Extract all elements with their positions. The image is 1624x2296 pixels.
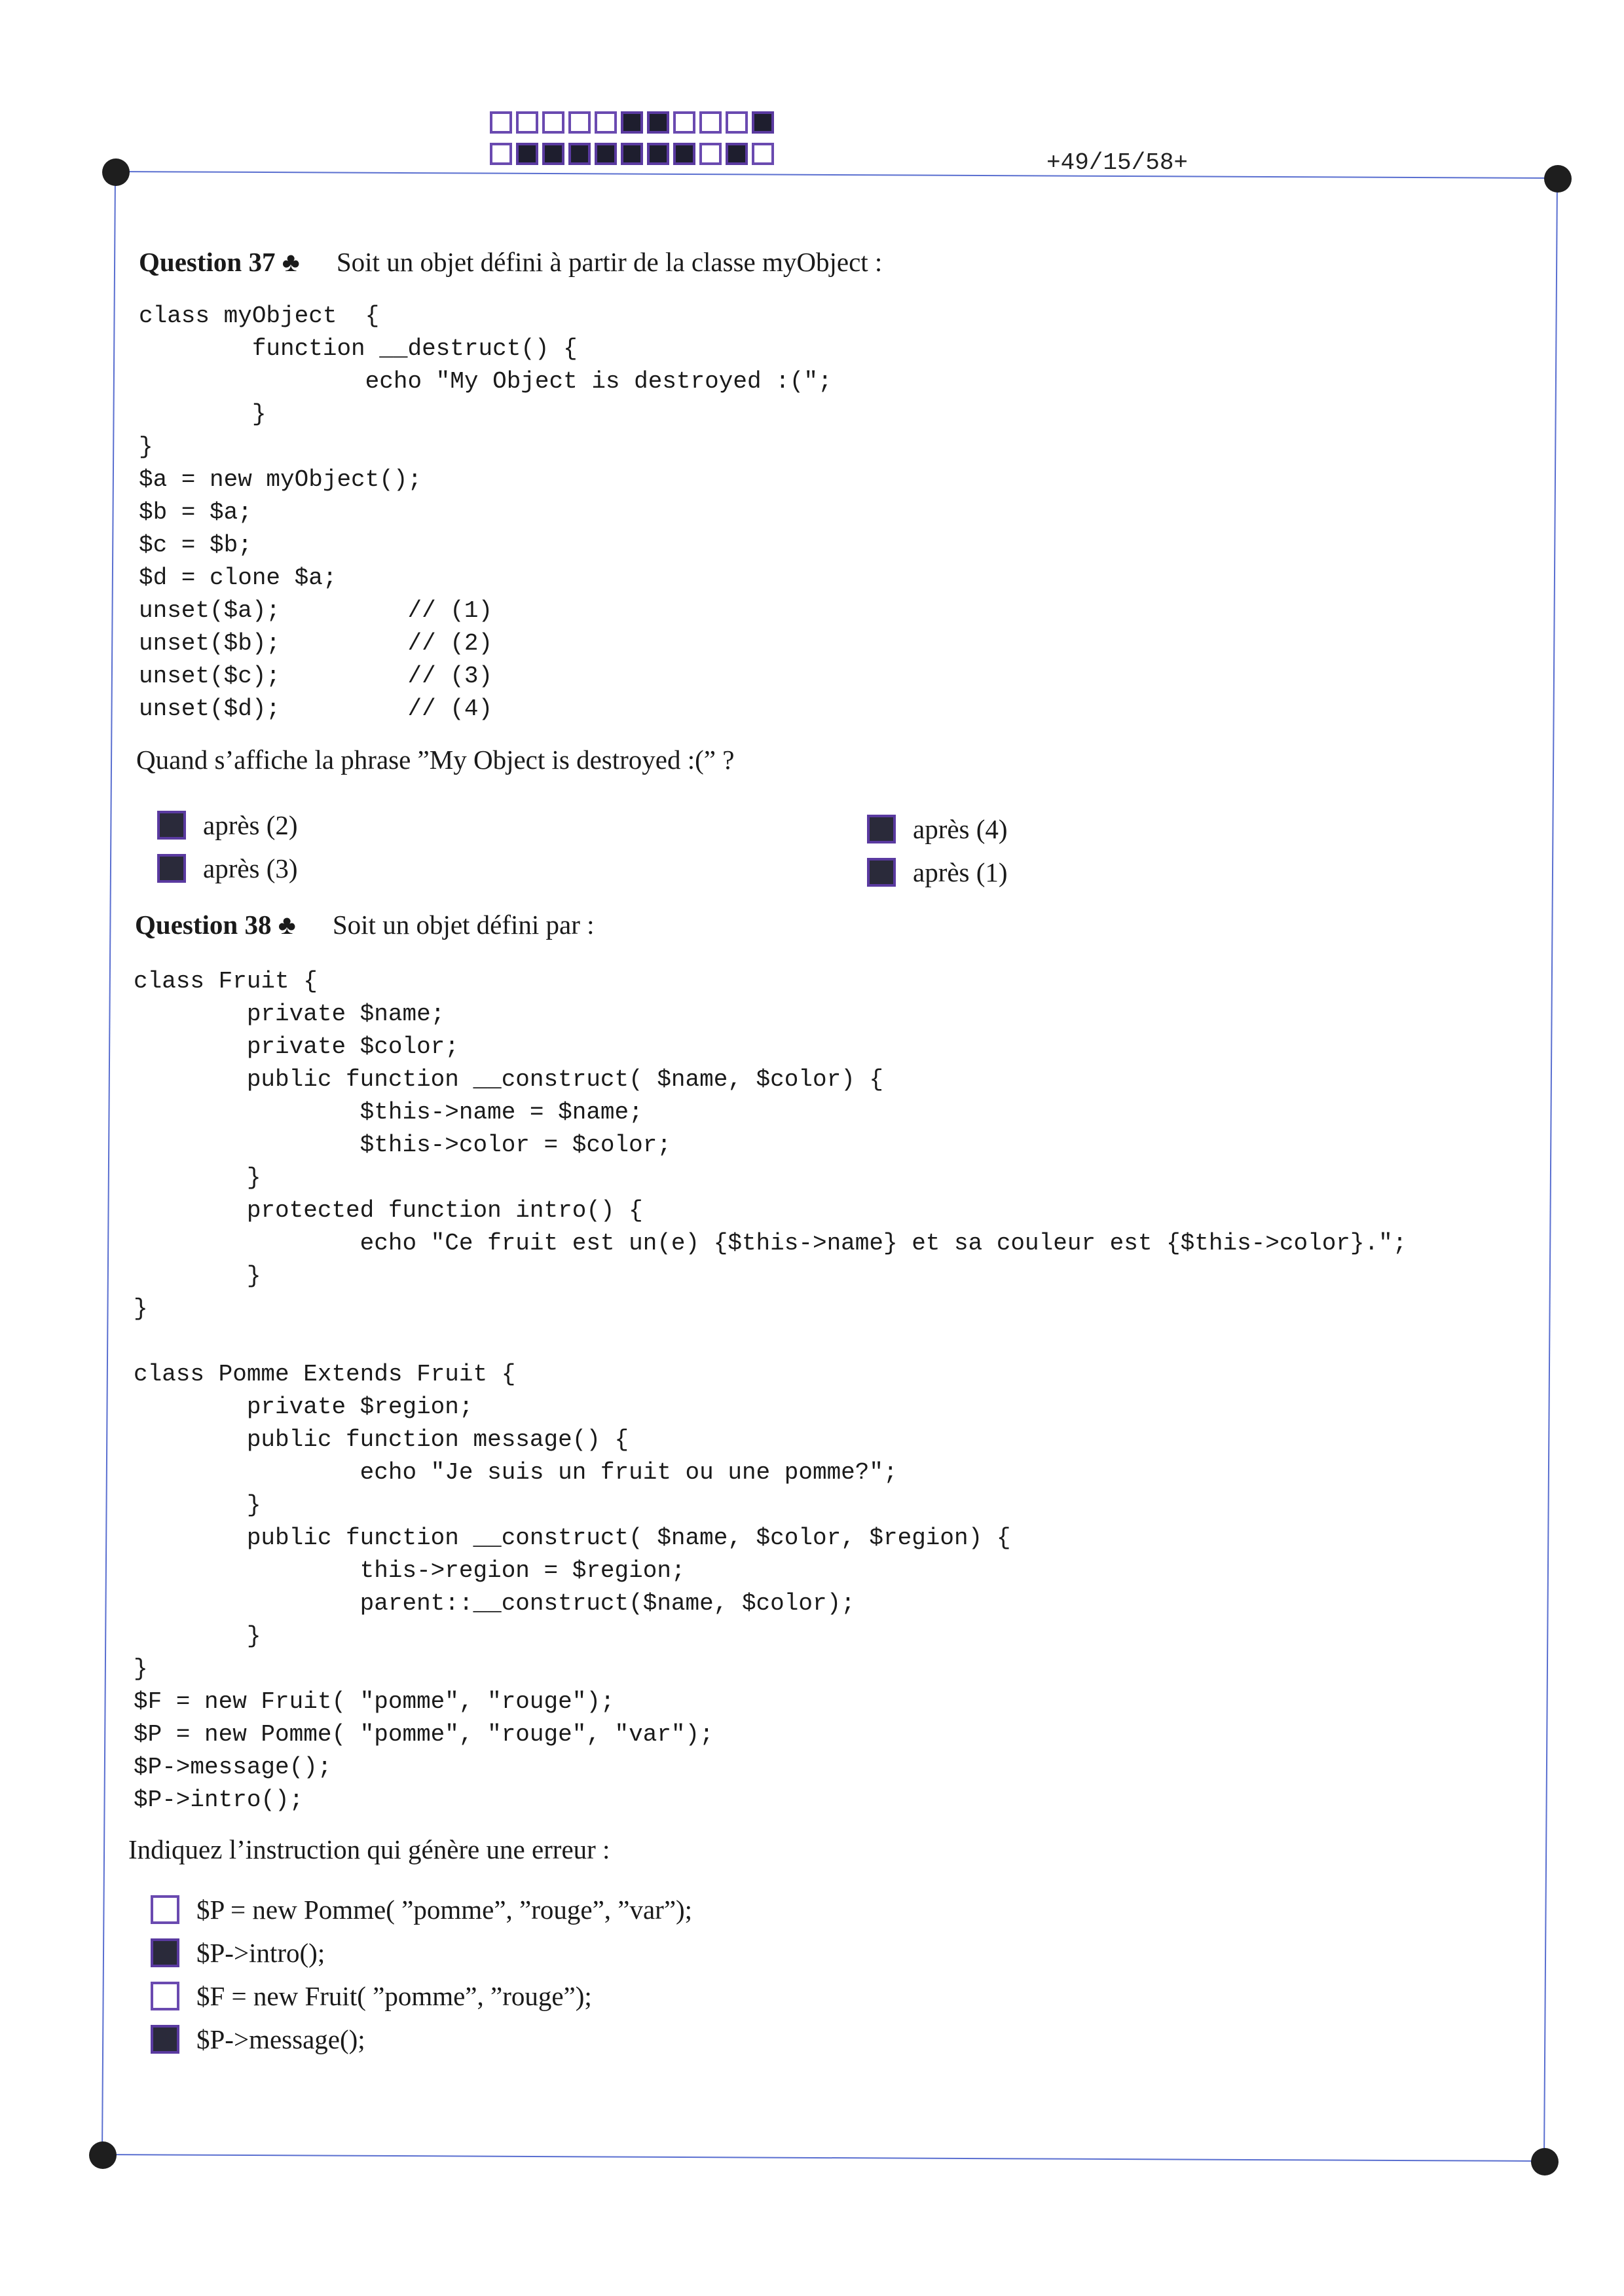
question-37-title: Question 37	[139, 247, 276, 277]
registration-mark-bottom-right	[1531, 2148, 1559, 2176]
choice-label: après (3)	[203, 853, 298, 883]
barcode-bit	[595, 143, 617, 165]
barcode-bit	[621, 111, 643, 134]
question-38-choice-1[interactable]	[151, 1894, 692, 1925]
club-icon: ♣	[282, 247, 300, 277]
barcode-bit	[568, 111, 591, 134]
question-37-choice-3[interactable]	[867, 813, 1008, 845]
question-38-title: Question 38	[135, 910, 272, 940]
checkbox[interactable]	[151, 1982, 179, 2010]
barcode-bit	[726, 111, 748, 134]
barcode-bit	[542, 111, 564, 134]
club-icon: ♣	[278, 910, 296, 940]
question-38-choice-2[interactable]	[151, 1937, 325, 1969]
question-38-choice-4[interactable]	[151, 2024, 365, 2055]
question-38-question: Indiquez l’instruction qui génère une erreur :	[128, 1834, 610, 1864]
barcode-bit	[699, 143, 722, 165]
barcode-bit	[752, 143, 774, 165]
barcode-bit	[726, 143, 748, 165]
barcode-bit	[647, 111, 669, 134]
barcode-bit	[752, 111, 774, 134]
question-37-prompt: Soit un objet défini à partir de la classe myObject :	[336, 247, 883, 277]
question-38-header	[135, 909, 595, 940]
barcode-bit	[621, 143, 643, 165]
choice-label: $P->intro();	[196, 1938, 325, 1968]
question-37-choice-1[interactable]	[157, 809, 298, 841]
barcode-bottom	[490, 143, 778, 165]
checkbox[interactable]	[151, 2025, 179, 2054]
barcode-bit	[673, 143, 695, 165]
choice-label: $F = new Fruit( ”pomme”, ”rouge”);	[196, 1981, 592, 2011]
registration-mark-top-left	[102, 158, 130, 186]
checkbox[interactable]	[151, 1895, 179, 1924]
question-37-code: class myObject { function __destruct() { echo "My Object is destroyed :("; } } $a = new myObject(); $b = $a; $c = $b; $d = clone $a; unset($a); // (1) unset($b); // (2) unset($c); // (3) unset($d); // (4)	[139, 303, 832, 722]
barcode-bit	[490, 143, 512, 165]
choice-label: $P = new Pomme( ”pomme”, ”rouge”, ”var”);	[196, 1895, 693, 1925]
barcode-bit	[516, 143, 538, 165]
barcode-top	[490, 111, 778, 134]
question-38-code: class Fruit { private $name; private $color; public function __construct( $name, $color) { $this->name = $name; $this->color = $color; } protected function intro() { echo "Ce fruit est un(e) {$this->name} et sa couleur est {$this->color}."; } } class Pomme Extends Fruit { private $region; public function message() { echo "Je suis un fruit ou une pomme?"; } public function __construct( $name, $color, $region) { this->region = $region; parent::__construct($name, $color); } } $F = new Fruit( "pomme", "rouge"); $P = new Pomme( "pomme", "rouge", "var"); $P->message(); $P->intro();	[134, 968, 1407, 1813]
checkbox[interactable]	[151, 1938, 179, 1967]
choice-label: $P->message();	[196, 2024, 365, 2054]
barcode-bit	[490, 111, 512, 134]
barcode-bit	[568, 143, 591, 165]
barcode-bit	[595, 111, 617, 134]
question-37-choice-2[interactable]	[157, 853, 298, 884]
registration-mark-top-right	[1544, 165, 1572, 193]
question-37-choice-4[interactable]	[867, 857, 1008, 888]
registration-mark-bottom-left	[89, 2141, 117, 2169]
page-id: +49/15/58+	[1046, 149, 1189, 176]
checkbox[interactable]	[867, 858, 896, 887]
choice-label: après (1)	[913, 857, 1008, 887]
barcode-bit	[516, 111, 538, 134]
barcode-bit	[699, 111, 722, 134]
barcode-bit	[673, 111, 695, 134]
barcode-bit	[542, 143, 564, 165]
question-37-question: Quand s’affiche la phrase ”My Object is destroyed :(” ?	[136, 745, 735, 775]
barcode-bit	[647, 143, 669, 165]
question-37-header	[139, 246, 882, 278]
choice-label: après (2)	[203, 810, 298, 840]
checkbox[interactable]	[157, 854, 186, 883]
question-38-prompt: Soit un objet défini par :	[332, 910, 595, 940]
choice-label: après (4)	[913, 814, 1008, 844]
checkbox[interactable]	[867, 815, 896, 843]
question-38-choice-3[interactable]	[151, 1980, 592, 2012]
checkbox[interactable]	[157, 811, 186, 840]
